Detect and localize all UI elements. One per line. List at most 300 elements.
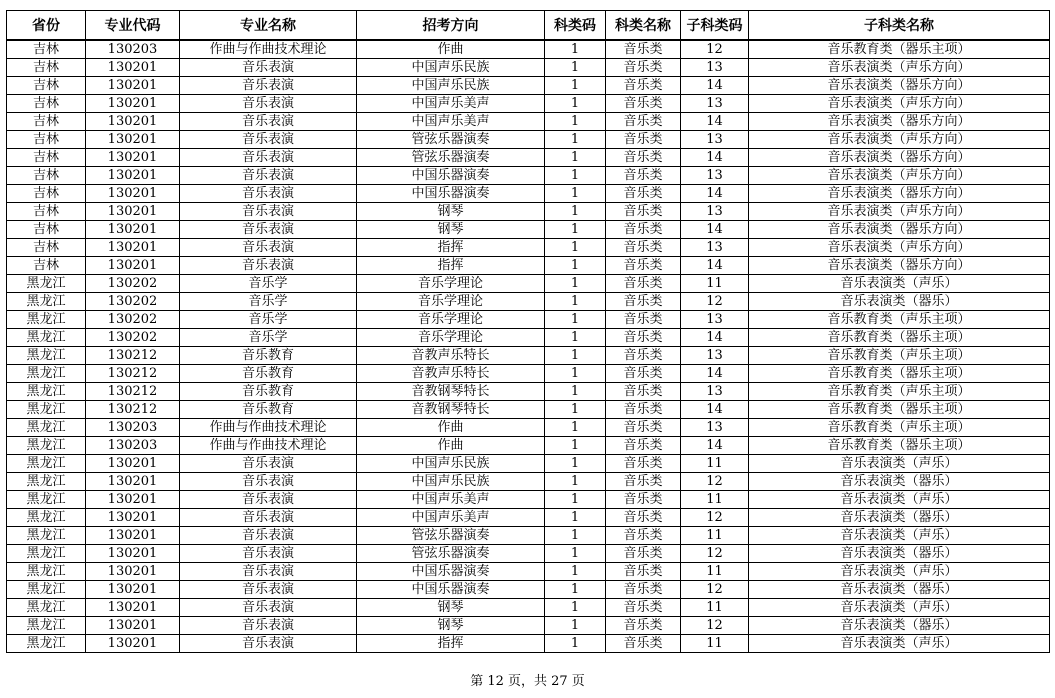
category-code-cell: 1: [545, 131, 606, 149]
table-row: [7, 293, 1050, 311]
admission-direction-cell: 作曲: [357, 40, 545, 59]
category-name-cell: 音乐类: [606, 293, 681, 311]
subcategory-name-cell: 音乐表演类（声乐）: [749, 275, 1050, 293]
category-code-cell: 1: [545, 329, 606, 347]
major-code-cell: 130212: [86, 401, 180, 419]
major-name-cell: 音乐表演: [180, 167, 357, 185]
subcategory-name-cell: 音乐教育类（声乐主项）: [749, 347, 1050, 365]
table-row: [7, 203, 1050, 221]
subcategory-code-cell: 13: [681, 131, 749, 149]
major-name-cell: 作曲与作曲技术理论: [180, 40, 357, 59]
subcategory-code-cell: 13: [681, 203, 749, 221]
subcategory-code-cell: 13: [681, 95, 749, 113]
province-cell: 黑龙江: [7, 581, 86, 599]
major-code-cell: 130201: [86, 203, 180, 221]
major-name-cell: 音乐表演: [180, 257, 357, 275]
category-name-cell: 音乐类: [606, 113, 681, 131]
major-code-cell: 130212: [86, 365, 180, 383]
category-name-cell: 音乐类: [606, 635, 681, 653]
category-name-cell: 音乐类: [606, 437, 681, 455]
subcategory-name-cell: 音乐表演类（声乐方向）: [749, 59, 1050, 77]
subcategory-code-cell: 14: [681, 149, 749, 167]
major-name-cell: 音乐教育: [180, 401, 357, 419]
admission-direction-cell: 音乐学理论: [357, 293, 545, 311]
table-row: [7, 347, 1050, 365]
province-cell: 黑龙江: [7, 275, 86, 293]
category-name-cell: 音乐类: [606, 509, 681, 527]
category-name-cell: 音乐类: [606, 491, 681, 509]
subcategory-code-cell: 13: [681, 383, 749, 401]
category-code-cell: 1: [545, 365, 606, 383]
subcategory-name-cell: 音乐表演类（器乐方向）: [749, 257, 1050, 275]
category-name-cell: 音乐类: [606, 545, 681, 563]
province-cell: 吉林: [7, 257, 86, 275]
major-name-cell: 音乐表演: [180, 77, 357, 95]
admission-direction-cell: 中国声乐美声: [357, 113, 545, 131]
major-name-cell: 音乐表演: [180, 239, 357, 257]
admission-direction-cell: 指挥: [357, 635, 545, 653]
table-row: [7, 167, 1050, 185]
subcategory-code-cell: 12: [681, 293, 749, 311]
major-name-cell: 音乐表演: [180, 617, 357, 635]
admission-direction-cell: 管弦乐器演奏: [357, 527, 545, 545]
major-name-cell: 音乐表演: [180, 545, 357, 563]
province-cell: 吉林: [7, 113, 86, 131]
category-code-cell: 1: [545, 545, 606, 563]
subcategory-code-cell: 11: [681, 635, 749, 653]
major-name-cell: 音乐表演: [180, 59, 357, 77]
subcategory-code-cell: 11: [681, 527, 749, 545]
table-row: [7, 635, 1050, 653]
province-cell: 吉林: [7, 77, 86, 95]
admission-direction-cell: 中国声乐民族: [357, 59, 545, 77]
admission-direction-cell: 音教声乐特长: [357, 365, 545, 383]
province-cell: 黑龙江: [7, 293, 86, 311]
subcategory-code-cell: 13: [681, 167, 749, 185]
category-name-cell: 音乐类: [606, 185, 681, 203]
province-cell: 黑龙江: [7, 419, 86, 437]
major-code-cell: 130212: [86, 347, 180, 365]
major-name-cell: 音乐表演: [180, 203, 357, 221]
major-code-cell: 130201: [86, 77, 180, 95]
header-major-code: 专业代码: [86, 11, 180, 41]
province-cell: 黑龙江: [7, 491, 86, 509]
category-name-cell: 音乐类: [606, 59, 681, 77]
major-code-cell: 130201: [86, 113, 180, 131]
province-cell: 黑龙江: [7, 563, 86, 581]
admission-direction-cell: 中国声乐美声: [357, 95, 545, 113]
header-subcategory-name: 子科类名称: [749, 11, 1050, 41]
major-code-cell: 130201: [86, 149, 180, 167]
major-name-cell: 音乐表演: [180, 221, 357, 239]
category-name-cell: 音乐类: [606, 599, 681, 617]
category-name-cell: 音乐类: [606, 221, 681, 239]
province-cell: 吉林: [7, 95, 86, 113]
major-name-cell: 音乐表演: [180, 599, 357, 617]
subcategory-code-cell: 12: [681, 509, 749, 527]
major-name-cell: 音乐表演: [180, 635, 357, 653]
category-name-cell: 音乐类: [606, 527, 681, 545]
header-admission-direction: 招考方向: [357, 11, 545, 41]
admission-direction-cell: 中国声乐美声: [357, 491, 545, 509]
table-row: [7, 599, 1050, 617]
category-code-cell: 1: [545, 257, 606, 275]
category-code-cell: 1: [545, 113, 606, 131]
category-code-cell: 1: [545, 581, 606, 599]
header-category-code: 科类码: [545, 11, 606, 41]
major-name-cell: 音乐教育: [180, 347, 357, 365]
category-code-cell: 1: [545, 419, 606, 437]
category-name-cell: 音乐类: [606, 419, 681, 437]
major-code-cell: 130201: [86, 563, 180, 581]
subcategory-name-cell: 音乐表演类（器乐方向）: [749, 149, 1050, 167]
subcategory-name-cell: 音乐表演类（声乐方向）: [749, 167, 1050, 185]
table-header: [7, 11, 1050, 41]
category-name-cell: 音乐类: [606, 203, 681, 221]
category-code-cell: 1: [545, 149, 606, 167]
table-row: [7, 40, 1050, 59]
table-row: [7, 329, 1050, 347]
table-row: [7, 509, 1050, 527]
admission-direction-cell: 管弦乐器演奏: [357, 149, 545, 167]
subcategory-code-cell: 12: [681, 473, 749, 491]
major-code-cell: 130201: [86, 455, 180, 473]
category-code-cell: 1: [545, 311, 606, 329]
major-code-cell: 130201: [86, 581, 180, 599]
category-code-cell: 1: [545, 527, 606, 545]
province-cell: 吉林: [7, 203, 86, 221]
majors-table: [6, 10, 1050, 653]
category-code-cell: 1: [545, 239, 606, 257]
table-row: [7, 131, 1050, 149]
province-cell: 吉林: [7, 40, 86, 59]
category-name-cell: 音乐类: [606, 473, 681, 491]
subcategory-name-cell: 音乐表演类（声乐）: [749, 599, 1050, 617]
category-name-cell: 音乐类: [606, 365, 681, 383]
category-code-cell: 1: [545, 347, 606, 365]
major-code-cell: 130203: [86, 419, 180, 437]
admission-direction-cell: 音乐学理论: [357, 311, 545, 329]
category-code-cell: 1: [545, 563, 606, 581]
admission-direction-cell: 音教钢琴特长: [357, 401, 545, 419]
category-name-cell: 音乐类: [606, 40, 681, 59]
header-category-name: 科类名称: [606, 11, 681, 41]
category-code-cell: 1: [545, 401, 606, 419]
province-cell: 黑龙江: [7, 617, 86, 635]
category-code-cell: 1: [545, 635, 606, 653]
subcategory-name-cell: 音乐教育类（器乐主项）: [749, 40, 1050, 59]
subcategory-code-cell: 14: [681, 401, 749, 419]
admission-direction-cell: 中国声乐民族: [357, 77, 545, 95]
major-code-cell: 130201: [86, 509, 180, 527]
subcategory-name-cell: 音乐教育类（器乐主项）: [749, 437, 1050, 455]
table-row: [7, 383, 1050, 401]
admission-direction-cell: 音教声乐特长: [357, 347, 545, 365]
category-code-cell: 1: [545, 275, 606, 293]
category-name-cell: 音乐类: [606, 455, 681, 473]
major-name-cell: 音乐表演: [180, 527, 357, 545]
category-code-cell: 1: [545, 167, 606, 185]
subcategory-name-cell: 音乐教育类（声乐主项）: [749, 419, 1050, 437]
category-code-cell: 1: [545, 293, 606, 311]
subcategory-name-cell: 音乐表演类（器乐方向）: [749, 221, 1050, 239]
header-major-name: 专业名称: [180, 11, 357, 41]
subcategory-code-cell: 13: [681, 311, 749, 329]
subcategory-code-cell: 14: [681, 221, 749, 239]
category-code-cell: 1: [545, 437, 606, 455]
category-name-cell: 音乐类: [606, 77, 681, 95]
category-name-cell: 音乐类: [606, 167, 681, 185]
category-name-cell: 音乐类: [606, 347, 681, 365]
major-name-cell: 音乐表演: [180, 491, 357, 509]
major-code-cell: 130201: [86, 239, 180, 257]
province-cell: 吉林: [7, 185, 86, 203]
major-name-cell: 音乐表演: [180, 455, 357, 473]
document-page: [6, 10, 1049, 653]
table-row: [7, 221, 1050, 239]
subcategory-code-cell: 11: [681, 455, 749, 473]
table-row: [7, 185, 1050, 203]
subcategory-name-cell: 音乐教育类（声乐主项）: [749, 311, 1050, 329]
major-code-cell: 130201: [86, 221, 180, 239]
major-code-cell: 130201: [86, 167, 180, 185]
subcategory-name-cell: 音乐表演类（器乐）: [749, 581, 1050, 599]
category-code-cell: 1: [545, 40, 606, 59]
province-cell: 黑龙江: [7, 509, 86, 527]
major-code-cell: 130201: [86, 257, 180, 275]
admission-direction-cell: 钢琴: [357, 203, 545, 221]
table-row: [7, 311, 1050, 329]
subcategory-code-cell: 11: [681, 491, 749, 509]
major-name-cell: 音乐表演: [180, 149, 357, 167]
subcategory-name-cell: 音乐表演类（声乐）: [749, 527, 1050, 545]
table-row: [7, 563, 1050, 581]
subcategory-name-cell: 音乐表演类（声乐）: [749, 491, 1050, 509]
major-code-cell: 130201: [86, 617, 180, 635]
subcategory-name-cell: 音乐表演类（器乐）: [749, 293, 1050, 311]
table-row: [7, 581, 1050, 599]
table-row: [7, 545, 1050, 563]
major-name-cell: 音乐教育: [180, 365, 357, 383]
province-cell: 黑龙江: [7, 473, 86, 491]
major-code-cell: 130212: [86, 383, 180, 401]
category-name-cell: 音乐类: [606, 311, 681, 329]
major-name-cell: 音乐学: [180, 293, 357, 311]
subcategory-name-cell: 音乐表演类（声乐方向）: [749, 239, 1050, 257]
admission-direction-cell: 中国声乐民族: [357, 473, 545, 491]
category-code-cell: 1: [545, 185, 606, 203]
subcategory-code-cell: 11: [681, 563, 749, 581]
category-code-cell: 1: [545, 221, 606, 239]
subcategory-name-cell: 音乐教育类（器乐主项）: [749, 401, 1050, 419]
subcategory-name-cell: 音乐表演类（声乐）: [749, 455, 1050, 473]
category-code-cell: 1: [545, 509, 606, 527]
admission-direction-cell: 音乐学理论: [357, 275, 545, 293]
subcategory-code-cell: 12: [681, 545, 749, 563]
admission-direction-cell: 管弦乐器演奏: [357, 131, 545, 149]
major-name-cell: 音乐学: [180, 311, 357, 329]
table-row: [7, 437, 1050, 455]
subcategory-name-cell: 音乐表演类（器乐）: [749, 617, 1050, 635]
category-name-cell: 音乐类: [606, 239, 681, 257]
subcategory-name-cell: 音乐表演类（器乐）: [749, 509, 1050, 527]
table-row: [7, 275, 1050, 293]
major-name-cell: 音乐表演: [180, 185, 357, 203]
subcategory-code-cell: 14: [681, 113, 749, 131]
major-code-cell: 130201: [86, 599, 180, 617]
province-cell: 吉林: [7, 131, 86, 149]
admission-direction-cell: 作曲: [357, 419, 545, 437]
admission-direction-cell: 钢琴: [357, 617, 545, 635]
subcategory-name-cell: 音乐表演类（声乐方向）: [749, 203, 1050, 221]
category-name-cell: 音乐类: [606, 617, 681, 635]
province-cell: 吉林: [7, 59, 86, 77]
category-name-cell: 音乐类: [606, 329, 681, 347]
admission-direction-cell: 中国乐器演奏: [357, 167, 545, 185]
table-row: [7, 113, 1050, 131]
category-name-cell: 音乐类: [606, 131, 681, 149]
admission-direction-cell: 指挥: [357, 257, 545, 275]
major-code-cell: 130201: [86, 527, 180, 545]
province-cell: 黑龙江: [7, 401, 86, 419]
province-cell: 黑龙江: [7, 527, 86, 545]
header-province: 省份: [7, 11, 86, 41]
major-name-cell: 音乐教育: [180, 383, 357, 401]
table-row: [7, 95, 1050, 113]
subcategory-code-cell: 13: [681, 59, 749, 77]
major-code-cell: 130201: [86, 545, 180, 563]
subcategory-name-cell: 音乐表演类（器乐方向）: [749, 77, 1050, 95]
admission-direction-cell: 钢琴: [357, 599, 545, 617]
province-cell: 吉林: [7, 239, 86, 257]
major-code-cell: 130201: [86, 473, 180, 491]
major-name-cell: 音乐表演: [180, 581, 357, 599]
province-cell: 黑龙江: [7, 437, 86, 455]
subcategory-name-cell: 音乐教育类（器乐主项）: [749, 329, 1050, 347]
admission-direction-cell: 指挥: [357, 239, 545, 257]
header-row: [7, 11, 1050, 41]
subcategory-code-cell: 14: [681, 77, 749, 95]
subcategory-name-cell: 音乐表演类（声乐）: [749, 635, 1050, 653]
category-name-cell: 音乐类: [606, 95, 681, 113]
province-cell: 吉林: [7, 167, 86, 185]
admission-direction-cell: 音教钢琴特长: [357, 383, 545, 401]
major-name-cell: 作曲与作曲技术理论: [180, 419, 357, 437]
subcategory-name-cell: 音乐表演类（声乐方向）: [749, 131, 1050, 149]
subcategory-name-cell: 音乐表演类（声乐方向）: [749, 95, 1050, 113]
major-name-cell: 音乐表演: [180, 473, 357, 491]
category-code-cell: 1: [545, 491, 606, 509]
province-cell: 黑龙江: [7, 365, 86, 383]
province-cell: 黑龙江: [7, 347, 86, 365]
category-name-cell: 音乐类: [606, 257, 681, 275]
major-code-cell: 130202: [86, 311, 180, 329]
major-code-cell: 130203: [86, 40, 180, 59]
table-row: [7, 149, 1050, 167]
subcategory-code-cell: 11: [681, 275, 749, 293]
province-cell: 黑龙江: [7, 455, 86, 473]
subcategory-code-cell: 12: [681, 581, 749, 599]
category-code-cell: 1: [545, 203, 606, 221]
admission-direction-cell: 钢琴: [357, 221, 545, 239]
major-code-cell: 130201: [86, 491, 180, 509]
subcategory-code-cell: 14: [681, 185, 749, 203]
subcategory-name-cell: 音乐教育类（声乐主项）: [749, 383, 1050, 401]
subcategory-code-cell: 14: [681, 365, 749, 383]
table-row: [7, 77, 1050, 95]
table-row: [7, 365, 1050, 383]
major-code-cell: 130201: [86, 131, 180, 149]
major-name-cell: 音乐表演: [180, 113, 357, 131]
major-code-cell: 130201: [86, 185, 180, 203]
category-name-cell: 音乐类: [606, 275, 681, 293]
province-cell: 黑龙江: [7, 311, 86, 329]
table-body: [7, 40, 1050, 653]
major-name-cell: 音乐表演: [180, 131, 357, 149]
table-row: [7, 239, 1050, 257]
major-name-cell: 音乐表演: [180, 509, 357, 527]
major-code-cell: 130202: [86, 329, 180, 347]
major-name-cell: 音乐表演: [180, 563, 357, 581]
category-name-cell: 音乐类: [606, 149, 681, 167]
table-row: [7, 491, 1050, 509]
category-code-cell: 1: [545, 473, 606, 491]
table-row: [7, 455, 1050, 473]
subcategory-code-cell: 14: [681, 437, 749, 455]
table-row: [7, 257, 1050, 275]
category-code-cell: 1: [545, 77, 606, 95]
province-cell: 黑龙江: [7, 599, 86, 617]
admission-direction-cell: 中国乐器演奏: [357, 185, 545, 203]
category-name-cell: 音乐类: [606, 581, 681, 599]
admission-direction-cell: 管弦乐器演奏: [357, 545, 545, 563]
page-number: 第 12 页，共 27 页: [470, 674, 585, 689]
admission-direction-cell: 作曲: [357, 437, 545, 455]
table-row: [7, 527, 1050, 545]
category-code-cell: 1: [545, 95, 606, 113]
category-code-cell: 1: [545, 617, 606, 635]
subcategory-code-cell: 13: [681, 347, 749, 365]
table-row: [7, 401, 1050, 419]
subcategory-code-cell: 14: [681, 257, 749, 275]
category-name-cell: 音乐类: [606, 401, 681, 419]
table-row: [7, 59, 1050, 77]
subcategory-code-cell: 13: [681, 419, 749, 437]
admission-direction-cell: 中国乐器演奏: [357, 581, 545, 599]
province-cell: 吉林: [7, 149, 86, 167]
subcategory-name-cell: 音乐表演类（器乐方向）: [749, 185, 1050, 203]
category-name-cell: 音乐类: [606, 563, 681, 581]
major-name-cell: 音乐表演: [180, 95, 357, 113]
subcategory-code-cell: 12: [681, 40, 749, 59]
major-code-cell: 130201: [86, 59, 180, 77]
subcategory-code-cell: 14: [681, 329, 749, 347]
category-code-cell: 1: [545, 383, 606, 401]
province-cell: 黑龙江: [7, 545, 86, 563]
header-subcategory-code: 子科类码: [681, 11, 749, 41]
major-code-cell: 130202: [86, 275, 180, 293]
major-name-cell: 音乐学: [180, 275, 357, 293]
major-name-cell: 音乐学: [180, 329, 357, 347]
category-code-cell: 1: [545, 599, 606, 617]
subcategory-name-cell: 音乐表演类（器乐）: [749, 473, 1050, 491]
province-cell: 黑龙江: [7, 383, 86, 401]
admission-direction-cell: 中国声乐美声: [357, 509, 545, 527]
table-row: [7, 617, 1050, 635]
major-code-cell: 130202: [86, 293, 180, 311]
admission-direction-cell: 音乐学理论: [357, 329, 545, 347]
province-cell: 黑龙江: [7, 329, 86, 347]
